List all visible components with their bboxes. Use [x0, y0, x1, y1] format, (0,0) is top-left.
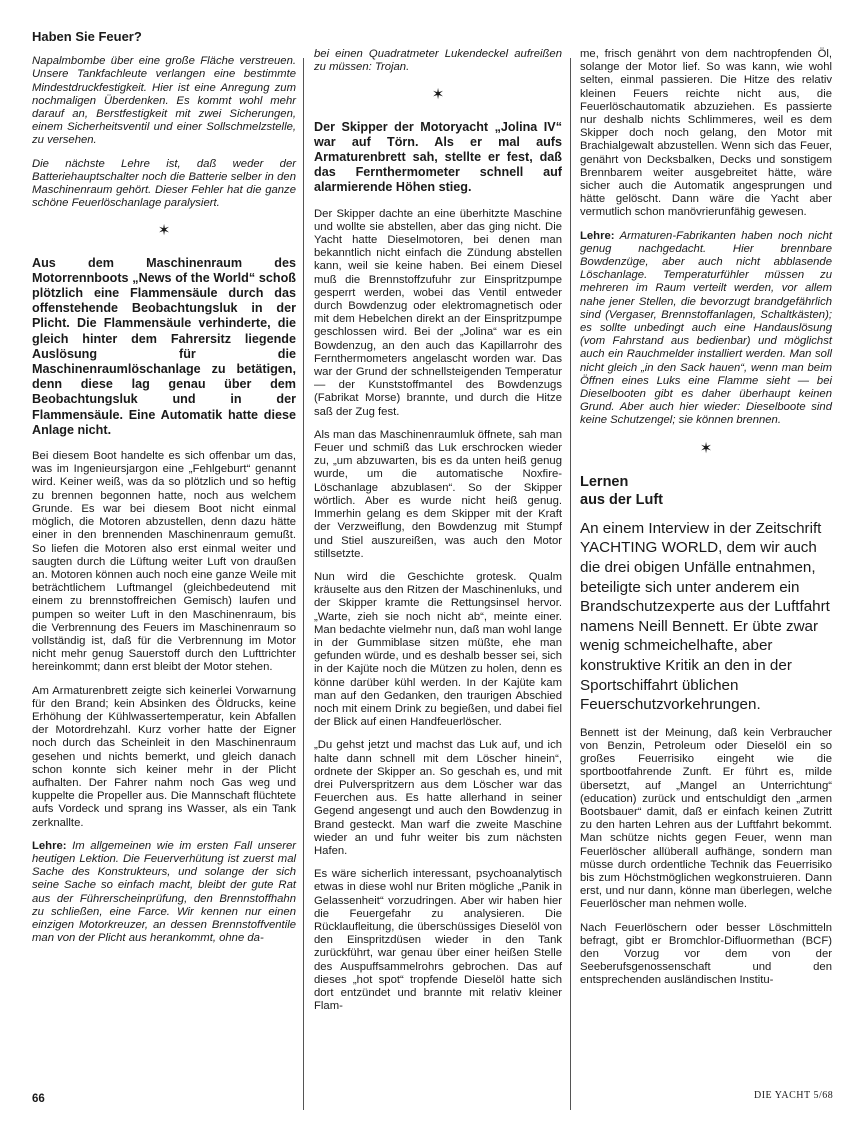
paragraph: Die nächste Lehre ist, daß weder der Batteriehauptschalter noch die Batterie selber in den Maschinenraum gehört. Dieser Fehler hat die ganze schöne Feuerlöschanlage paralysiert.: [32, 157, 296, 210]
lesson-text: Im allgemeinen wie im ersten Fall unserer heutigen Lektion. Die Feuerverhütung ist zuerst mal Sache des Konstrukteurs, und solange der sich seine Sache so einfach macht, bleibt der gute Rat aus der Führerscheinprüfung, den Brennstoffhahn zu schließen, eine Farce. Wir kennen nur einen einzigen Motorkreuzer, an dessen Brennstoffventile man von der Plicht aus herankommt, ohne da-: [32, 839, 296, 945]
page-number: 66: [32, 1093, 45, 1105]
paragraph: Es wäre sicherlich interessant, psychoanalytisch etwas in diese wohl nur Briten mögliche „Panik in Gelassenheit“ vorzudringen. Aber wir haben hier die Feuergefahr zu analysieren. Die Rücklaufleitung, die überschüssiges Dieselöl von den Einspritzdüsen wieder in den Tank zurückführt, war genau über einer heißen Stelle des Auspuffsammelrohrs gebrochen. Das auf dieses „hot spot“ tropfende Dieselöl hatte sich dort entzündet und brannte mit relativ kleiner Flam-: [314, 868, 562, 1013]
paragraph: Bennett ist der Meinung, daß kein Verbraucher von Benzin, Petroleum oder Dieselöl ein so großes Feuerrisiko eingeht wie die sportbootfahrende Zunft. Er führt es, milde übersetzt, auf „Mangel an Unterrichtung“ (education) zurück und entschuldigt den „armen Bootsbauer“ damit, daß er einfach keinen Zutritt zu den harten Lehren aus der Luftfahrt bekommt. Man schütze nichts gegen Feuer, wenn man Feuerlöscher allüberall aufhänge, sondern man müsse durch ordentliche Technik das Feuerrisiko bis zum Höchstmöglichen wegkonstruieren. Dann erst, und nur dann, könne man überlegen, welche Feuerlöscher man nehmen wolle.: [580, 726, 832, 911]
running-heading: Haben Sie Feuer?: [32, 29, 142, 44]
lesson-label: Lehre:: [32, 839, 67, 852]
paragraph: Als man das Maschinenraumluk öffnete, sah man Feuer und schmiß das Luk erschrocken wieder zu, „um abzuwarten, bis es da unten heiß genug wurde, um die automatische Noxfire-Löschanlage abzublasen“. So der Skipper wörtlich. Aber es wurde nicht heiß genug. Immerhin gelang es dem Skipper mit der Kraft der Verzweiflung, den Bowdenzug mit Stumpf und Stiel auszureißen, was auch den Motor stillsetzte.: [314, 428, 562, 560]
magazine-footer: DIE YACHT 5/68: [754, 1090, 834, 1101]
section-star-icon: ✶: [699, 439, 713, 457]
paragraph: Nun wird die Geschichte grotesk. Qualm kräuselte aus den Ritzen der Maschinenluks, und der Skipper kramte die Rettungsinsel hervor. „Warte, zieh sie noch nicht ab“, meinte einer. Man bedachte vielmehr nun, daß man wohl lange in der Gummiblase sitzen müßte, ehe man gefunden würde, und es deshalb besser sei, sich in der Kajüte noch die Mützen zu holen, denn es könne darüber kühl werden. In der Kajüte kam man auf den Gedanken, den traurigen Abschied noch mit einem Drink zu begießen, und dabei fiel der Blick auf einen Handfeuerlöscher.: [314, 570, 562, 729]
article-column-2: [314, 48, 562, 1023]
paragraph: Napalmbombe über eine große Fläche verstreuen. Unsere Tankfachleute verlangen eine bestimmte Mindestdruckfestigkeit. Hier ist eine Anregung zum nochmaligen Überdenken. Es kommt wohl mehr darauf an, Berstfestigkeit mit zwei Sicherungen, einem Sicherheitsventil und einer Sollschmelzstelle, zu versehen.: [32, 55, 296, 147]
incident-lead: Der Skipper der Motoryacht „Jolina IV“ war auf Törn. Als er mal aufs Armaturenbrett sah, stellte er fest, daß das Fernthermometer schnell auf alarmierende Höhen stieg.: [314, 119, 562, 195]
paragraph: Bei diesem Boot handelte es sich offenbar um das, was im Ingenieursjargon eine „Fehlgeburt“ genannt wird. Keiner weiß, was da so plötzlich und so heftig zu brennen begonnen hatte, noch aus welchem Grunde. Es war bei diesem Boot nicht einmal möglich, die Motoren abzustellen, denn dazu hätte einer in den brennenden Maschinenraum gemußt. So liefen die Motoren also erst einmal weiter und saugten durch die Lüftung weiter Luft von draußen an. Motoren können auch noch eine ganze Weile mit beträchtlichem Luftmangel (gleichbedeutend mit einem zu brennstoffreichen Gemisch) laufen und pumpen so weiter Luft in den Maschinenraum, bis die Verbrennung des Feuers im Maschinenraum so vollständig ist, daß für die Verbrennung im Motor nicht mehr genug Sauerstoff durch den Lufttrichter hereinkommt; dann erst bleibt der Motor stehen.: [32, 450, 296, 674]
paragraph: „Du gehst jetzt und machst das Luk auf, und ich halte dann schnell mit dem Löscher hinein“, ordnete der Skipper an. So geschah es, und mit drei Pulverspritzern aus dem Löscher war das Feuerchen aus. Es hatte allerhand in seiner Gegend angesengt und auch den Bowdenzug in Brand gesteckt. Man warf die zweite Maschine wieder an und fuhr weiter bis zum nächsten Hafen.: [314, 739, 562, 857]
paragraph: Der Skipper dachte an eine überhitzte Maschine und wollte sie abstellen, aber das ging nicht. Die Yacht hatte Dieselmotoren, bei denen man bekanntlich nicht einfach die Zündung abstellen kann, weil sie keine haben. Bei einem Diesel muß die Brennstoffzufuhr zur Einspritzpumpe gesperrt werden, wobei das Ventil entweder durch Bowdenzug oder elektromagnetisch oder mit dem Hebelchen direkt an der Einspritzpumpe geschlossen wird. Bei der „Jolina“ war es ein Bowdenzug, an den auch das Kapillarrohr des Fernthermometers angelascht worden war. Das war der Grund der schnellsteigenden Temperatur — der Kunststoffmantel des Bowdenzugs (Fabrikat Morse) brannte, und durch die Hitze saß der Zug fest.: [314, 207, 562, 418]
lesson-text: Armaturen-Fabrikanten haben noch nicht genug nachgedacht. Hier brennbare Bowdenzüge, aber auch nicht abblasende Löschanlage. Temperaturfühler müssen zu mehreren im Raum verteilt werden, vor allem nahe jener Stellen, die bevorzugt brandgefährlich sind (Vergaser, Brennstoffanlagen, Schaltkästen); es sollte unbedingt auch eine Handauslösung (vom Fahrstand aus bedienbar) und möglichst auch ein Rauchmelder installiert werden. Man soll nicht gleich „in den Sack hauen“, wenn man beim Öffnen eines Luks eine Flamme sieht — bei Dieselbooten gibt es daher überhaupt keinen Grund. Aber auch hier wieder: Dieselboote sind keine Schutzengel; sie können brennen.: [580, 229, 832, 427]
intro-paragraph: An einem Interview in der Zeitschrift YACHTING WORLD, dem wir auch die drei obigen Unfälle entnahmen, beteiligte sich unter anderem ein Brandschutzexperte aus der Luftfahrt namens Neill Bennett. Er übte zwar wenig schmeichelhafte, aber konstruktive Kritik an den in der Sportschiffahrt üblichen Feuerschutzvorkehrungen.: [580, 519, 830, 714]
section-star-icon: ✶: [431, 86, 445, 104]
lesson-paragraph: [32, 840, 296, 946]
lesson-paragraph: [580, 230, 832, 428]
section-heading: [580, 473, 832, 509]
paragraph: Nach Feuerlöschern oder besser Löschmitteln befragt, gibt er Bromchlor-Difluormethan (BCF) den Vorzug vor dem von der Seeberufsgenossenschaft und den entsprechenden ausländischen Institu-: [580, 921, 832, 987]
paragraph: Am Armaturenbrett zeigte sich keinerlei Vorwarnung für den Brand; kein Absinken des Öldrucks, keine Erhöhung der Kühlwassertemperatur, kein Abfallen der Motordrehzahl. Kurz vorher hatte der Eigner noch durch das Scheinleit in den Maschinenraum gesehen und nichts bemerkt, und gleich danach schon konnte sich keiner mehr in der Plicht aufhalten. Der Fahrer nahm noch Gas weg und kuppelte die Propeller aus. Die Mannschaft flüchtete aufs Vordeck und sprang ins Wasser, als ein Tank zerknallte.: [32, 684, 296, 829]
column-divider-2: [570, 58, 571, 1110]
section-star-icon: ✶: [157, 222, 171, 240]
paragraph: me, frisch genährt von dem nachtropfenden Öl, solange der Motor lief. So was kann, wie wohl selten, einmal passieren. Die Hitze des relativ kleinen Feuers reichte nicht aus, die Feuerlöschautomatik abzuziehen. Es passierte nur deshalb nichts Schlimmeres, weil es dem Skipper doch noch gelang, den Motor mit Brachialgewalt abzustellen. Wenn sich das Feuer, genährt von Decksbalken, Decks und sonstigem Brennbarem weiter ausgebreitet hätte, wäre sicher auch die Automatik angesprungen und hätte gelöscht. Dann wäre die Yacht aber vermutlich schon manövrierunfähig gewesen.: [580, 48, 832, 219]
paragraph: bei einen Quadratmeter Lukendeckel aufreißen zu müssen: Trojan.: [314, 48, 562, 74]
column-divider-1: [303, 58, 304, 1110]
article-column-1: [32, 30, 296, 955]
lesson-label: Lehre:: [580, 229, 615, 242]
section-heading-line-1: Lernen: [580, 473, 629, 490]
incident-lead: Aus dem Maschinenraum des Motorrennboots „News of the World“ schoß plötzlich eine Flammensäule durch das offenstehende Beobachtungsluk in der Plicht. Die Flammensäule verhinderte, die gleich hinter dem Fahrersitz liegende Auslösung für die Maschinenraumlöschanlage zu betätigen, denn diese lag genau über dem Beobachtungsluk und in der Flammensäule. Eine Automatik hatte diese Anlage nicht.: [32, 255, 296, 437]
section-heading-line-2: aus der Luft: [580, 491, 663, 508]
article-column-3: [580, 48, 832, 998]
